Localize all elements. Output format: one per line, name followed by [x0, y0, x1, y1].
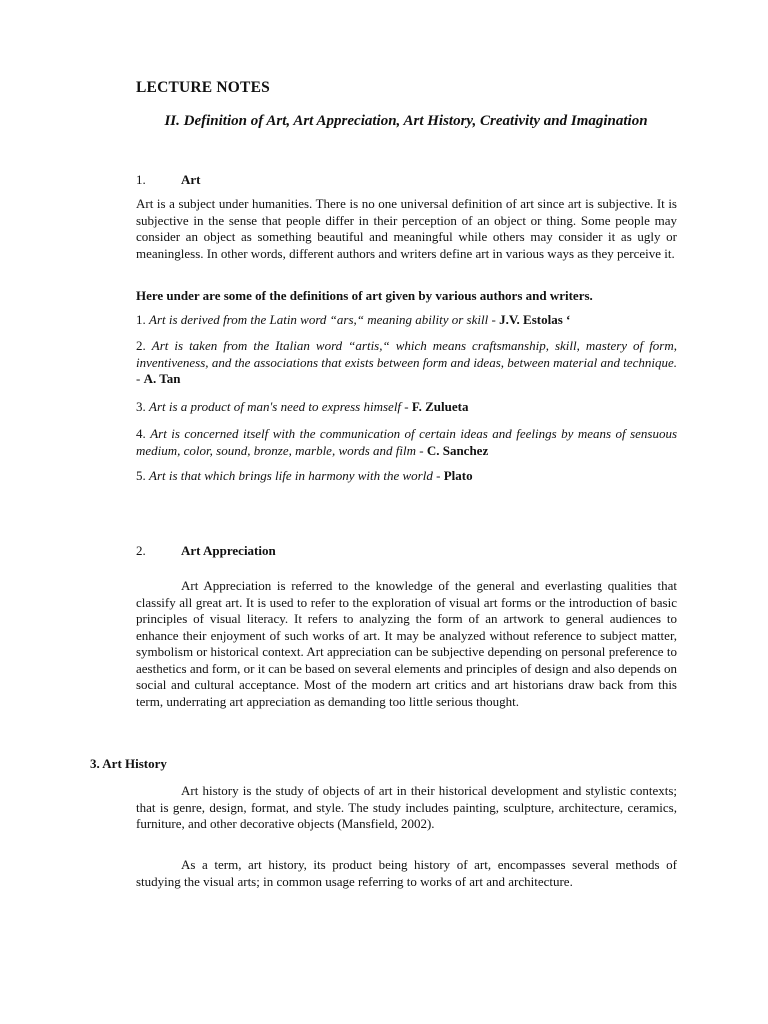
definition-number: 1. — [136, 312, 146, 327]
definition-number: 5. — [136, 468, 146, 483]
definition-author: C. Sanchez — [426, 442, 489, 458]
definition-item — [136, 338, 677, 388]
appreciation-number: 2. — [136, 543, 146, 558]
history-paragraph-1: Art history is the study of objects of art in their historical development and stylistic contexts; that is genre, design, format, and style. The study includes painting, sculpture, architecture, ceramics, furniture, and other decorative objects (Mansfield, 2002). — [136, 783, 677, 831]
definition-author: J.V. Estolas ‘ — [499, 312, 571, 327]
lecture-title: LECTURE NOTES — [136, 79, 270, 96]
definition-item — [136, 399, 677, 416]
definition-separator: - — [401, 399, 412, 414]
definitions-heading: Here under are some of the definitions of art given by various authors and writers. — [136, 288, 593, 303]
definition-text: Art is derived from the Latin word “ars,“ meaning ability or skill — [149, 312, 489, 327]
definition-author: A. Tan — [143, 371, 181, 386]
definition-separator: - — [432, 468, 444, 483]
definition-item — [136, 426, 677, 459]
art-intro-paragraph: Art is a subject under humanities. There is no one universal definition of art since art is subjective. It is subjective in the sense that people differ in their perception of an object or thing. Some people may consider an object as something beautiful and meaningful while others may consider it as ugly or meaningless. In other words, different authors and writers define art in various ways as they perceive it. — [136, 196, 677, 261]
definition-text: Art is taken from the Italian word “artis,“ which means craftsmanship, skill, mastery of form, inventiveness, and the associations that exists between form and ideas, between material and technique. — [136, 338, 677, 370]
definition-number: 3. — [136, 399, 146, 414]
definition-separator: - — [136, 371, 144, 386]
section-title: II. Definition of Art, Art Appreciation, Art History, Creativity and Imagination — [164, 113, 648, 129]
appreciation-heading: Art Appreciation — [181, 543, 276, 558]
history-paragraph-2: As a term, art history, its product being history of art, encompasses several methods of studying the visual arts; in common usage referring to works of art and architecture. — [136, 857, 677, 889]
definition-text: Art is a product of man's need to express himself — [149, 399, 402, 414]
definition-number: 4. — [136, 426, 146, 441]
definition-number: 2. — [136, 338, 146, 353]
definition-separator: - — [488, 312, 500, 327]
definition-author: F. Zulueta — [411, 399, 469, 414]
art-number: 1. — [136, 172, 146, 187]
definition-item — [136, 312, 677, 329]
definition-author: Plato — [443, 468, 473, 483]
appreciation-paragraph: Art Appreciation is referred to the knowledge of the general and everlasting qualities that classify all great art. It is used to refer to the exploration of visual art forms or the introduction of basic principles of visual literacy. It refers to analyzing the form of an artwork to general audiences to enhance their enjoyment of such works of art. It may be analyzed without reference to subject matter, symbolism or historical context. Art appreciation can be subjective depending on personal preference to aesthetics and form, or it can be based on several elements and principles of design and also depends on social and cultural acceptance. Most of the modern art critics and art historians draw back from this term, underrating art appreciation as demanding too little serious thought. — [136, 578, 677, 709]
history-heading: 3. Art History — [90, 756, 167, 771]
definition-item — [136, 468, 677, 485]
art-heading: Art — [181, 172, 201, 187]
definition-separator: - — [415, 442, 427, 458]
definition-text: Art is concerned itself with the communication of certain ideas and feelings by means of sensuous medium, color, sound, bronze, marble, words and film — [136, 426, 678, 458]
definition-text: Art is that which brings life in harmony with the world — [149, 468, 433, 483]
